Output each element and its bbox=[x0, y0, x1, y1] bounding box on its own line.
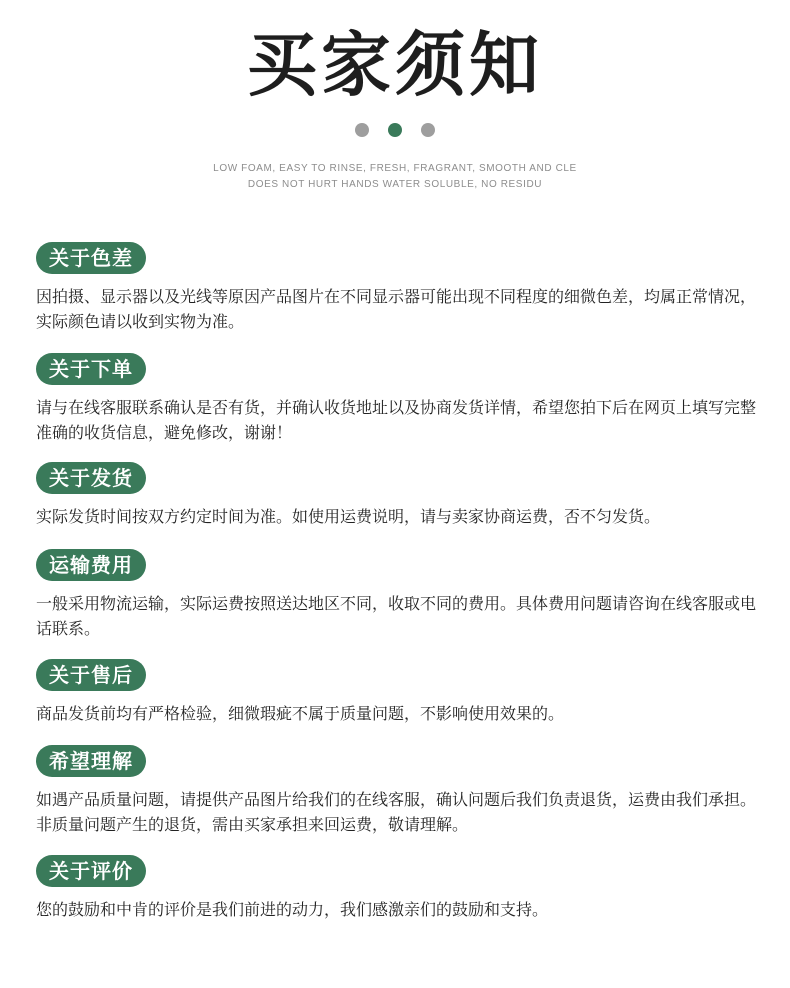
section-body: 一般采用物流运输，实际运费按照送达地区不同，收取不同的费用。具体费用问题请咨询在线客服或电话联系。 bbox=[36, 594, 757, 638]
section-ordering bbox=[36, 353, 756, 445]
section-shipping bbox=[36, 462, 756, 529]
section-color-difference bbox=[36, 242, 756, 334]
section-after-sales bbox=[36, 659, 756, 726]
section-heading-badge: 关于下单 bbox=[36, 353, 146, 385]
dot-indicator bbox=[421, 123, 435, 137]
section-heading-badge: 运输费用 bbox=[36, 549, 146, 581]
dot-indicator bbox=[355, 123, 369, 137]
section-heading-badge: 关于售后 bbox=[36, 659, 146, 691]
section-understanding bbox=[36, 745, 756, 837]
section-heading-badge: 关于发货 bbox=[36, 462, 146, 494]
subtitle-line-2: DOES NOT HURT HANDS WATER SOLUBLE, NO RESIDU bbox=[247, 179, 543, 190]
section-body: 实际发货时间按双方约定时间为准。如使用运费说明，请与卖家协商运费，否不匀发货。 bbox=[36, 507, 661, 526]
section-body: 商品发货前均有严格检验，细微瑕疵不属于质量问题，不影响使用效果的。 bbox=[36, 704, 565, 723]
section-body: 请与在线客服联系确认是否有货，并确认收货地址以及协商发货详情，希望您拍下后在网页上填写完整准确的收货信息，避免修改，谢谢！ bbox=[36, 398, 757, 442]
dot-indicator-active bbox=[388, 123, 402, 137]
section-body: 因拍摄、显示器以及光线等原因产品图片在不同显示器可能出现不同程度的细微色差，均属正常情况，实际颜色请以收到实物为准。 bbox=[36, 287, 757, 331]
pagination-dots bbox=[0, 123, 790, 137]
page-title: 买家须知 bbox=[247, 24, 543, 106]
section-body: 如遇产品质量问题，请提供产品图片给我们的在线客服，确认问题后我们负责退货，运费由我们承担。非质量问题产生的退货，需由买家承担来回运费，敬请理解。 bbox=[36, 790, 757, 834]
section-heading-badge: 希望理解 bbox=[36, 745, 146, 777]
section-heading-badge: 关于评价 bbox=[36, 855, 146, 887]
section-freight-cost bbox=[36, 549, 756, 641]
section-reviews bbox=[36, 855, 756, 922]
subtitle-line-1: LOW FOAM, EASY TO RINSE, FRESH, FRAGRANT, SMOOTH AND CLE bbox=[213, 163, 577, 174]
section-heading-badge: 关于色差 bbox=[36, 242, 146, 274]
section-body: 您的鼓励和中肯的评价是我们前进的动力，我们感激亲们的鼓励和支持。 bbox=[36, 900, 549, 919]
